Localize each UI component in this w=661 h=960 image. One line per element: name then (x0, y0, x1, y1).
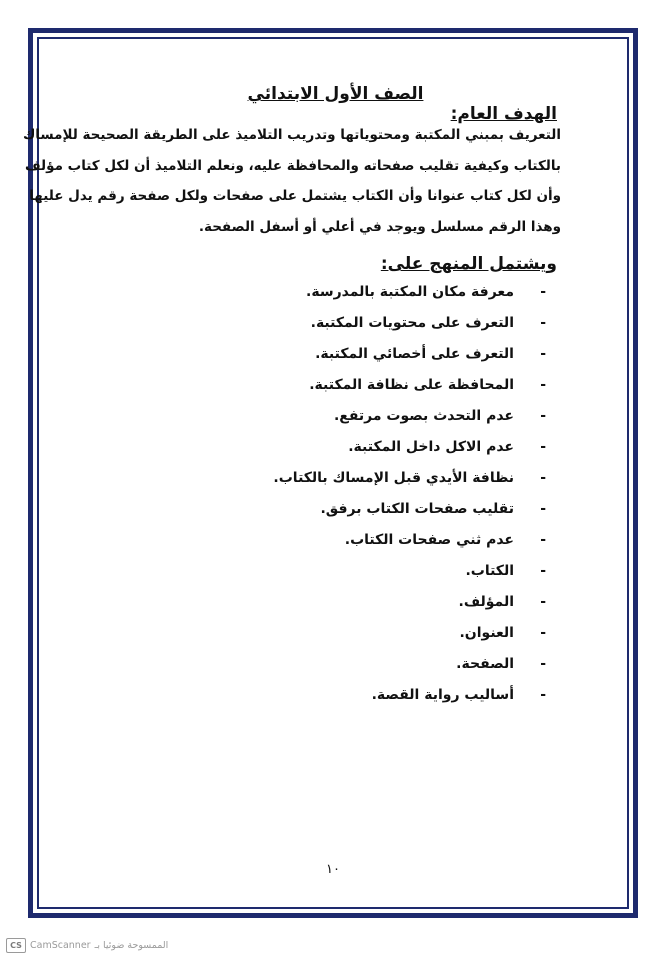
curriculum-item (273, 470, 546, 486)
bullet-dash: - (540, 346, 546, 362)
camscanner-logo-icon: CS (6, 938, 26, 953)
curriculum-list (0, 282, 661, 722)
curriculum-item (372, 687, 546, 703)
curriculum-item (315, 346, 546, 362)
curriculum-item-text: المحافظة على نظافة المكتبة. (309, 377, 514, 393)
curriculum-item (334, 408, 546, 424)
curriculum-item-text: عدم الاكل داخل المكتبة. (348, 439, 514, 455)
curriculum-item (465, 563, 546, 579)
curriculum-item-text: أساليب رواية القصة. (371, 687, 514, 703)
bullet-dash: - (540, 687, 546, 703)
bullet-dash: - (540, 656, 546, 672)
curriculum-item (320, 501, 546, 517)
bullet-dash: - (540, 408, 546, 424)
bullet-dash: - (540, 563, 546, 579)
curriculum-item-text: نظافة الأيدي قبل الإمساك بالكتاب. (273, 470, 514, 486)
general-goal-heading: الهدف العام: (450, 104, 557, 124)
curriculum-item-text: التعرف على محتويات المكتبة. (310, 315, 514, 331)
general-goal-line: وهذا الرقم مسلسل ويوجد في أعلي أو أسفل الصفحة. (198, 219, 561, 235)
camscanner-watermark (6, 938, 168, 953)
bullet-dash: - (540, 315, 546, 331)
general-goal-line: وأن لكل كتاب عنوانا وأن الكتاب يشتمل على صفحات ولكل صفحة رقم يدل عليها (29, 188, 561, 204)
curriculum-item (345, 532, 546, 548)
bullet-dash: - (540, 501, 546, 517)
curriculum-item-text: عدم التحدث بصوت مرتفع. (333, 408, 514, 424)
general-goal-line: بالكتاب وكيفية تقليب صفحاته والمحافظة عليه، ونعلم التلاميذ أن لكل كتاب مؤلف (24, 158, 561, 174)
watermark-app-name: CamScanner (30, 940, 91, 951)
curriculum-item (311, 315, 546, 331)
curriculum-item-text: المؤلف. (458, 594, 514, 610)
curriculum-item-text: التعرف على أخصائي المكتبة. (315, 346, 514, 362)
curriculum-item-text: الصفحة. (456, 656, 514, 672)
curriculum-item-text: تقليب صفحات الكتاب برفق. (320, 501, 514, 517)
bullet-dash: - (540, 532, 546, 548)
curriculum-item (348, 439, 546, 455)
curriculum-item-text: الكتاب. (465, 563, 514, 579)
bullet-dash: - (540, 284, 546, 300)
curriculum-item (459, 625, 546, 641)
watermark-text: الممسوحة ضوئيا بـ (94, 940, 169, 951)
curriculum-item (306, 284, 546, 300)
curriculum-item-text: عدم ثني صفحات الكتاب. (344, 532, 514, 548)
bullet-dash: - (540, 470, 546, 486)
general-goal-line: التعريف بمبني المكتبة ومحتوياتها وتدريب التلاميذ على الطريقة الصحيحة للإمساك (22, 127, 561, 143)
curriculum-item (309, 377, 546, 393)
curriculum-item-text: معرفة مكان المكتبة بالمدرسة. (306, 284, 514, 300)
curriculum-item (456, 656, 546, 672)
bullet-dash: - (540, 625, 546, 641)
curriculum-item-text: العنوان. (459, 625, 514, 641)
curriculum-heading: ويشتمل المنهج على: (380, 254, 557, 274)
bullet-dash: - (540, 439, 546, 455)
page-number: ١٠ (326, 862, 340, 877)
curriculum-item (459, 594, 546, 610)
page-title: الصف الأول الابتدائي (247, 84, 424, 104)
bullet-dash: - (540, 594, 546, 610)
bullet-dash: - (540, 377, 546, 393)
